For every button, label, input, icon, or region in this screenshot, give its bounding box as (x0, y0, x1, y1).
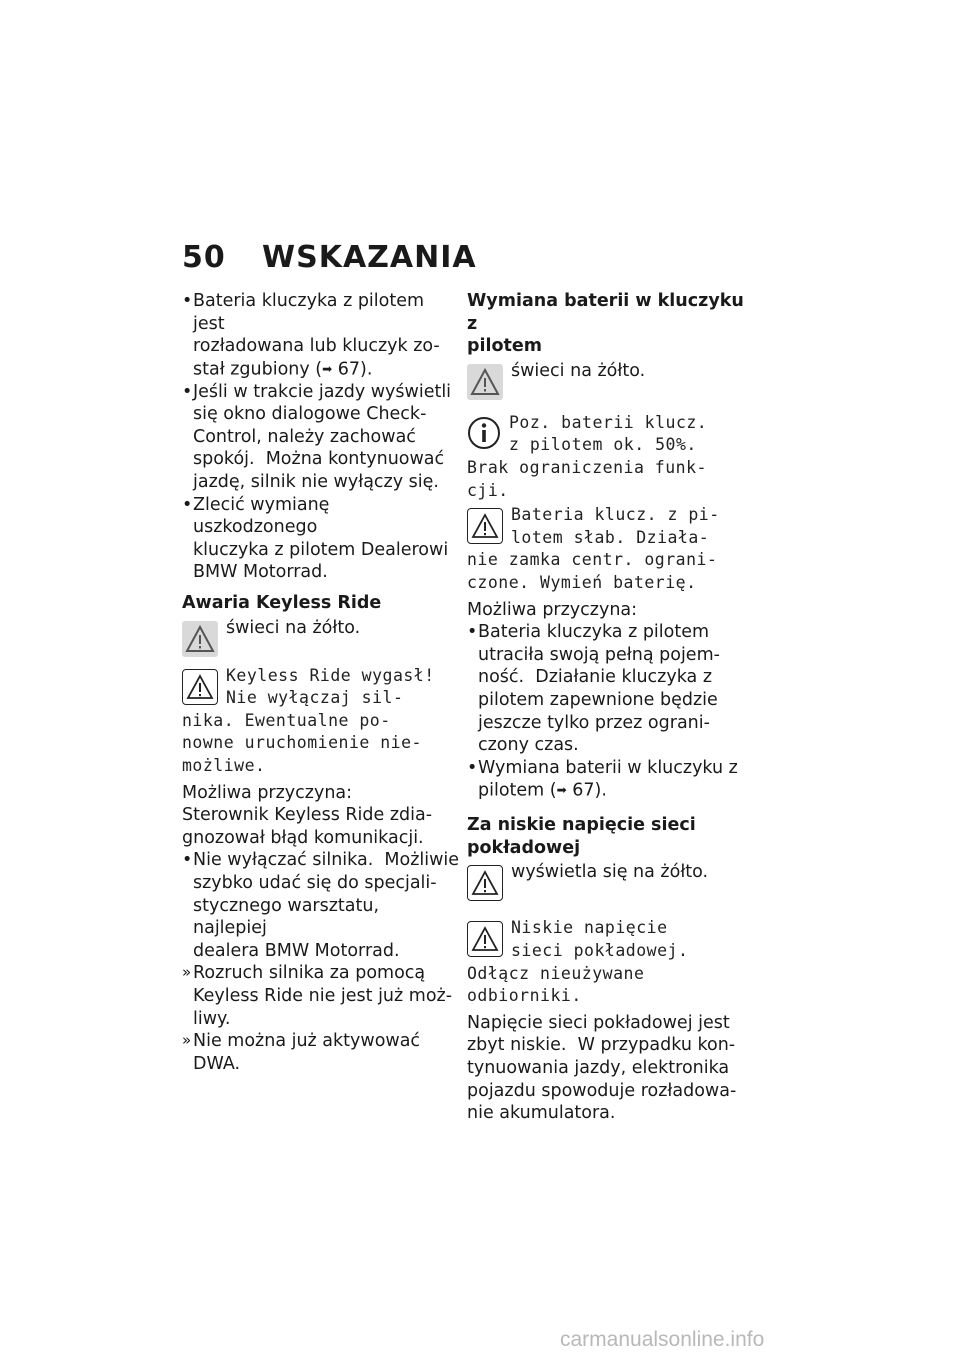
page-title: WSKAZANIA (262, 240, 477, 275)
display-message: Keyless Ride wygasł! Nie wyłączaj sil- (182, 665, 454, 710)
list-item: • Nie wyłączać silnika. Możliwie szybko udać się do specjali- stycznego warsztatu, najlepiej dealera BMW Motorrad. (182, 849, 454, 962)
right-column: Wymiana baterii w kluczyku z pilotem świeci na żółto. Poz. baterii klucz. z pilotem ok. 50%. Brak ograniczenia funk- cji. Bateria klucz. z pi- lotem słab. Działa- nie zamka centr. ograni- czone. Wymień baterię. Możliwa przyczyna: • Bateria kluczyka z pilotem utraciła swoją pełną pojem- ność. Działanie kluczyka z pilotem zapewnione będzie jeszcze tylko przez ograni- czony czas. • Wymiana baterii w kluczyku z pilotem (➡ 67). Za niskie napięcie sieci pokładowej wyświetla się na żółto. Niskie napięcie sieci pokładowej. Odłącz nieużywane odbiorniki. Napięcie sieci pokładowej jest zbyt niskie. W przypadku kon- tynuowania jazdy, elektronika pojazdu spowoduje rozładowa- nie akumulatora. (467, 290, 749, 1125)
indicator-row: świeci na żółto. (467, 360, 749, 400)
info-icon (467, 416, 501, 450)
indicator-row: świeci na żółto. (182, 617, 454, 657)
indicator-row: wyświetla się na żółto. (467, 861, 749, 901)
warning-triangle-icon (182, 669, 218, 705)
list-item: • Zlecić wymianę uszkodzonego kluczyka z pilotem Dealerowi BMW Motorrad. (182, 494, 454, 584)
cause-label: Możliwa przyczyna: (467, 599, 638, 620)
result-item: » Rozruch silnika za pomocą Keyless Ride nie jest już moż- liwy. (182, 962, 454, 1030)
list-item: • Bateria kluczyka z pilotem jest rozładowana lub kluczyk zo- stał zgubiony (➡ 67). (182, 290, 454, 381)
left-column: • Bateria kluczyka z pilotem jest rozładowana lub kluczyk zo- stał zgubiony (➡ 67). • Jeśli w trakcie jazdy wyświetli się okno dialogowe Check- Control, należy zachować spokój. Można kontynuować jazdę, silnik nie wyłączy się. • Zlecić wymianę uszkodzonego kluczyka z pilotem Dealerowi BMW Motorrad. Awaria Keyless Ride świeci na żółto. Keyless Ride wygasł! Nie wyłączaj sil- nika. Ewentualne po- nowne uruchomienie nie- możliwe. Możliwa przyczyna: Sterownik Keyless Ride zdia- gnozował błąd komunikacji. • Nie wyłączać silnika. Możliwie szybko udać się do specjali- stycznego warsztatu, najlepiej dealera BMW Motorrad. » Rozruch silnika za pomocą Keyless Ride nie jest już moż- liwy. » Nie można już aktywować DWA. (182, 290, 454, 1075)
page-header (182, 240, 477, 275)
display-message: Poz. baterii klucz. z pilotem ok. 50%. (467, 412, 749, 457)
warning-triangle-icon (467, 865, 503, 901)
page-number: 50 (182, 240, 226, 275)
warning-triangle-icon (467, 508, 503, 544)
section-heading-keyless: Awaria Keyless Ride (182, 593, 382, 614)
warning-triangle-icon (467, 921, 503, 957)
section-heading-battery: Wymiana baterii w kluczyku z pilotem (467, 291, 744, 357)
body-text: Napięcie sieci pokładowej jest zbyt niskie. W przypadku kon- tynuowania jazdy, elektronika pojazdu spowoduje rozładowa- nie akumulatora. (467, 1012, 737, 1124)
page-reference-arrow-icon: ➡ (322, 361, 333, 376)
section-heading-voltage: Za niskie napięcie sieci pokładowej (467, 815, 696, 858)
list-item: • Bateria kluczyka z pilotem utraciła swoją pełną pojem- ność. Działanie kluczyka z pilotem zapewnione będzie jeszcze tylko przez ograni- czony czas. (467, 621, 749, 757)
cause-label: Możliwa przyczyna: (182, 782, 353, 803)
list-item: • Jeśli w trakcie jazdy wyświetli się okno dialogowe Check- Control, należy zachować spokój. Można kontynuować jazdę, silnik nie wyłączy się. (182, 381, 454, 494)
display-message: Niskie napięcie sieci pokładowej. (467, 917, 749, 962)
watermark: carmanualsonline.info (560, 1328, 765, 1351)
list-item: • Wymiana baterii w kluczyku z pilotem (➡ 67). (467, 757, 749, 802)
display-message: Bateria klucz. z pi- lotem słab. Działa- (467, 504, 749, 549)
page-reference-arrow-icon: ➡ (556, 783, 567, 798)
warning-light-icon (182, 621, 218, 657)
warning-light-icon (467, 364, 503, 400)
cause-text: Sterownik Keyless Ride zdia- gnozował błąd komunikacji. (182, 805, 433, 848)
result-item: » Nie można już aktywować DWA. (182, 1030, 454, 1075)
